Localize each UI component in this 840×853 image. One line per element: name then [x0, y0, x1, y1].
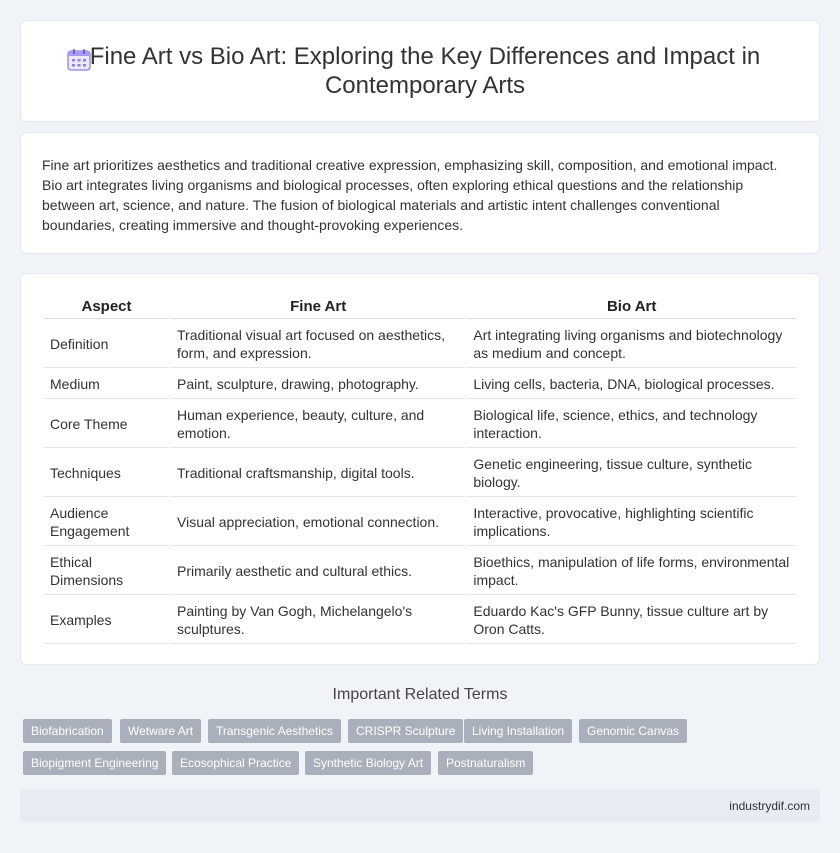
table-cell-fine-art: Painting by Van Gogh, Michelangelo's sculptures.: [171, 595, 465, 644]
table-cell-fine-art: Visual appreciation, emotional connection.: [171, 497, 465, 546]
page-title: Fine Art vs Bio Art: Exploring the Key Differences and Impact in Contemporary Arts: [89, 43, 761, 99]
table-cell-aspect: Examples: [44, 595, 169, 644]
table-cell-aspect: Medium: [44, 368, 169, 399]
tag-living-installation[interactable]: Living Installation: [464, 719, 572, 743]
column-header-fine-art: Fine Art: [171, 296, 465, 319]
tag-genomic-canvas[interactable]: Genomic Canvas: [579, 719, 687, 743]
table-cell-fine-art: Traditional visual art focused on aesthetics, form, and expression.: [171, 319, 465, 368]
table-row: [44, 448, 796, 497]
table-cell-bio-art: Living cells, bacteria, DNA, biological processes.: [467, 368, 796, 399]
intro-card: [20, 132, 820, 254]
related-terms-title: Important Related Terms: [332, 686, 508, 703]
tag-biopigment-engineering[interactable]: Biopigment Engineering: [23, 751, 166, 775]
table-cell-aspect: Ethical Dimensions: [44, 546, 169, 595]
tag-transgenic-aesthetics[interactable]: Transgenic Aesthetics: [208, 719, 341, 743]
table-header-row: [44, 296, 796, 319]
comparison-table: [42, 296, 798, 644]
column-header-bio-art: Bio Art: [467, 296, 796, 319]
footer-site-link[interactable]: industrydif.com: [729, 799, 810, 813]
table-row: [44, 497, 796, 546]
table-cell-bio-art: Art integrating living organisms and biotechnology as medium and concept.: [467, 319, 796, 368]
table-row: [44, 546, 796, 595]
tag-biofabrication[interactable]: Biofabrication: [23, 719, 112, 743]
table-cell-aspect: Definition: [44, 319, 169, 368]
tag-crispr-sculpture[interactable]: CRISPR Sculpture: [348, 719, 463, 743]
table-cell-fine-art: Primarily aesthetic and cultural ethics.: [171, 546, 465, 595]
table-cell-fine-art: Human experience, beauty, culture, and emotion.: [171, 399, 465, 448]
table-cell-bio-art: Bioethics, manipulation of life forms, environmental impact.: [467, 546, 796, 595]
table-cell-fine-art: Paint, sculpture, drawing, photography.: [171, 368, 465, 399]
table-cell-bio-art: Eduardo Kac's GFP Bunny, tissue culture art by Oron Catts.: [467, 595, 796, 644]
table-cell-aspect: Core Theme: [44, 399, 169, 448]
table-row: [44, 595, 796, 644]
intro-paragraph: Fine art prioritizes aesthetics and traditional creative expression, emphasizing skill, composition, and emotional impact. Bio art integrates living organisms and biological processes, often exploring ethical questions and the relationship between art, science, and nature. The fusion of biological materials and artistic intent challenges conventional boundaries, creating immersive and thought-provoking experiences.: [42, 157, 778, 233]
tag-postnaturalism[interactable]: Postnaturalism: [438, 751, 533, 775]
comparison-table-card: [20, 273, 820, 665]
tag-wetware-art[interactable]: Wetware Art: [120, 719, 201, 743]
table-cell-bio-art: Genetic engineering, tissue culture, synthetic biology.: [467, 448, 796, 497]
column-header-aspect: Aspect: [44, 296, 169, 319]
table-row: [44, 399, 796, 448]
table-row: [44, 319, 796, 368]
table-cell-aspect: Techniques: [44, 448, 169, 497]
footer-bar: [20, 790, 820, 822]
tag-ecosophical-practice[interactable]: Ecosophical Practice: [172, 751, 299, 775]
table-cell-bio-art: Interactive, provocative, highlighting scientific implications.: [467, 497, 796, 546]
table-row: [44, 368, 796, 399]
table-cell-fine-art: Traditional craftsmanship, digital tools.: [171, 448, 465, 497]
table-cell-bio-art: Biological life, science, ethics, and technology interaction.: [467, 399, 796, 448]
tag-synthetic-biology-art[interactable]: Synthetic Biology Art: [305, 751, 431, 775]
table-cell-aspect: Audience Engagement: [44, 497, 169, 546]
header-card: [20, 20, 820, 122]
